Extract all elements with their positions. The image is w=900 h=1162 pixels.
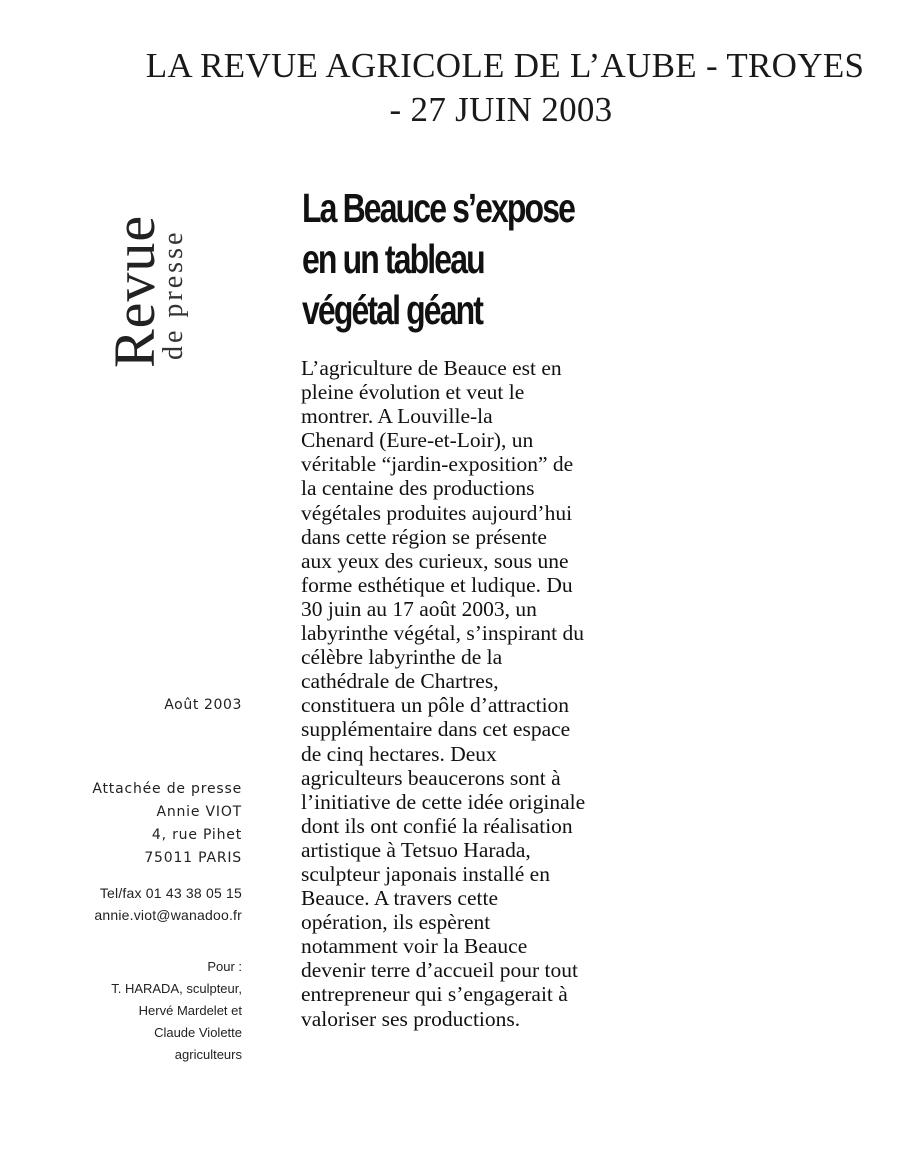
body-line: aux yeux des curieux, sous une — [301, 548, 569, 573]
body-line: célèbre labyrinthe de la — [301, 645, 503, 670]
body-line: véritable “jardin-exposition” de — [301, 452, 574, 477]
body-line: 30 juin au 17 août 2003, un — [301, 596, 537, 621]
contact-line: Annie VIOT — [156, 804, 242, 820]
for-line: agriculteurs — [174, 1047, 242, 1062]
for-line: T. HARADA, sculpteur, — [111, 981, 242, 996]
contact-line: 4, rue Pihet — [151, 827, 242, 843]
body-line: agriculteurs beaucerons sont à — [301, 765, 561, 790]
article-title — [302, 183, 575, 336]
article-body — [301, 356, 641, 1031]
body-line: devenir terre d’accueil pour tout — [301, 958, 578, 983]
body-line: de cinq hectares. Deux — [301, 741, 497, 766]
body-line: l’initiative de cette idée originale — [301, 789, 586, 814]
masthead-revue: Revue — [102, 214, 167, 368]
body-line: la centaine des productions — [301, 476, 535, 501]
body-line: forme esthétique et ludique. Du — [301, 572, 573, 597]
body-line: montrer. A Louville-la — [301, 404, 493, 429]
body-line: cathédrale de Chartres, — [301, 669, 499, 694]
contact-line: 75011 PARIS — [144, 850, 242, 866]
body-line: entrepreneur qui s’engagerait à — [301, 982, 568, 1007]
body-line: supplémentaire dans cet espace — [301, 717, 571, 742]
tel-fax: Tel/fax 01 43 38 05 15 — [99, 885, 242, 901]
title-line: La Beauce s’expose — [302, 185, 575, 231]
revue-de-presse-masthead — [96, 188, 196, 368]
body-line: sculpteur japonais installé en — [301, 861, 550, 886]
newspaper-header — [100, 44, 900, 132]
for-line: Hervé Mardelet et — [138, 1003, 242, 1018]
title-line: végétal géant — [302, 287, 483, 333]
body-line: dont ils ont confié la réalisation — [301, 813, 573, 838]
body-line: opération, ils espèrent — [301, 910, 491, 935]
contact-details — [94, 882, 242, 926]
body-line: constituera un pôle d’attraction — [301, 693, 570, 718]
masthead-de-presse: de presse — [158, 229, 189, 360]
body-line: labyrinthe végétal, s’inspirant du — [301, 621, 585, 646]
for-line: Claude Violette — [154, 1025, 242, 1040]
publication-date: Août 2003 — [164, 697, 242, 713]
title-line: en un tableau — [302, 236, 484, 282]
body-line: végétales produites aujourd’hui — [301, 500, 573, 525]
body-line: Beauce. A travers cette — [301, 886, 498, 911]
email-address: annie.viot@wanadoo.fr — [94, 907, 242, 923]
header-line-2: - 27 JUIN 2003 — [389, 90, 613, 129]
press-contact — [92, 778, 242, 870]
body-line: valoriser ses productions. — [301, 1006, 521, 1031]
for-line: Pour : — [207, 959, 242, 974]
contact-line: Attachée de presse — [92, 781, 242, 797]
body-line: Chenard (Eure-et-Loir), un — [301, 428, 534, 453]
body-line: L’agriculture de Beauce est en — [301, 356, 562, 380]
body-line: artistique à Tetsuo Harada, — [301, 837, 531, 862]
body-line: dans cette région se présente — [301, 524, 547, 549]
on-behalf-of — [111, 956, 242, 1066]
header-line-1: LA REVUE AGRICOLE DE L’AUBE - TROYES — [145, 46, 865, 85]
body-line: pleine évolution et veut le — [301, 380, 525, 405]
body-line: notamment voir la Beauce — [301, 934, 528, 959]
